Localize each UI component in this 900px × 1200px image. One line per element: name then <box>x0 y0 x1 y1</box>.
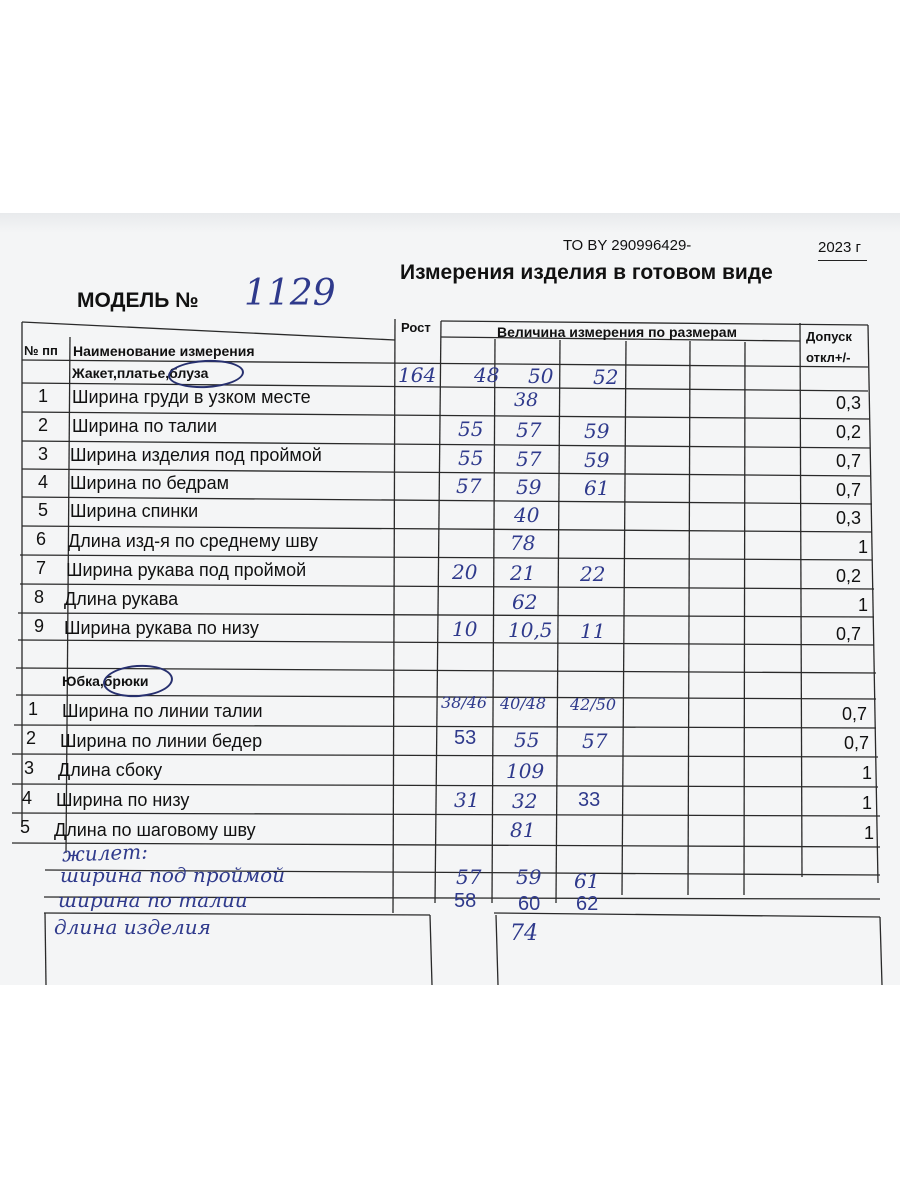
row-number: 4 <box>38 472 49 492</box>
value-size-50: 78 <box>510 531 536 555</box>
row-number: 5 <box>20 817 31 837</box>
value-size-52: 61 <box>574 869 600 893</box>
value-size-50: 57 <box>516 447 542 471</box>
row-name: Ширина по бедрам <box>70 473 229 493</box>
handwritten-vest-title: жилет: <box>61 839 149 867</box>
value-size-50: 10,5 <box>508 618 553 642</box>
value-size-50: 59 <box>516 865 542 889</box>
row-name: Ширина по талии <box>72 416 217 436</box>
value-size-50: 81 <box>510 818 536 842</box>
size-header: 52 <box>593 365 619 389</box>
row-name: Ширина рукава под проймой <box>66 560 307 580</box>
row-number: 5 <box>38 500 49 520</box>
row-name: Ширина груди в узком месте <box>72 387 311 407</box>
value-size-50: 40 <box>514 503 540 527</box>
section-title-jacket: Жакет,платье,блуза <box>72 365 209 381</box>
handwritten-row-name: ширина под проймой <box>60 863 286 887</box>
size-header: 48 <box>474 363 500 387</box>
value-size-48: 38/46 <box>441 693 488 712</box>
tolerance: 1 <box>858 595 869 615</box>
row-name: Длина сбоку <box>58 760 163 780</box>
value-size-52: 59 <box>584 419 610 443</box>
value-size-52: 57 <box>582 729 608 753</box>
tolerance: 1 <box>858 537 869 557</box>
value-size-52: 61 <box>584 476 610 500</box>
value-size-48: 31 <box>454 788 480 812</box>
col-header-height: Рост <box>401 320 431 335</box>
row-number: 2 <box>38 415 49 435</box>
row-number: 8 <box>34 587 45 607</box>
value-size-52: 33 <box>578 789 601 811</box>
row-name: Ширина по линии талии <box>62 701 263 721</box>
section-title-skirt: Юбка,брюки <box>62 673 149 689</box>
value-size-48: 58 <box>454 890 477 912</box>
handwritten-row-name: длина изделия <box>54 915 211 939</box>
col-header-tolerance: Допуск <box>806 329 852 344</box>
row-number: 6 <box>36 529 47 549</box>
tolerance: 0,2 <box>836 422 862 442</box>
row-number: 7 <box>36 558 47 578</box>
value-size-48: 53 <box>454 727 477 749</box>
row-number: 2 <box>26 728 37 748</box>
tolerance: 0,7 <box>842 704 868 724</box>
row-number: 3 <box>38 444 49 464</box>
row-number: 1 <box>28 699 39 719</box>
value-size-52: 59 <box>584 448 610 472</box>
row-name: Длина рукава <box>64 589 179 609</box>
handwritten-row-name: ширина по талии <box>58 888 248 912</box>
value-size-48: 20 <box>452 560 478 584</box>
year: 2023 г <box>818 239 867 261</box>
value-size-48: 57 <box>456 474 482 498</box>
col-header-name: Наименование измерения <box>73 343 255 359</box>
tolerance: 1 <box>862 793 873 813</box>
model-label: МОДЕЛЬ № <box>77 289 199 312</box>
certificate-number: ТО BY 290996429- <box>563 237 692 254</box>
row-number: 9 <box>34 616 45 636</box>
row-name: Ширина спинки <box>70 501 199 521</box>
tolerance: 0,3 <box>836 508 862 528</box>
value-size-50: 74 <box>510 921 538 946</box>
row-number: 1 <box>38 386 49 406</box>
measurement-sheet <box>0 213 900 985</box>
value-size-48: 55 <box>458 417 484 441</box>
row-name: Ширина по низу <box>56 790 190 810</box>
row-name: Длина по шаговому шву <box>54 820 256 840</box>
size-header: 50 <box>528 364 554 388</box>
value-size-50: 57 <box>516 418 542 442</box>
value-size-50: 109 <box>506 759 545 783</box>
row-number: 3 <box>24 758 35 778</box>
col-header-number: № пп <box>24 343 58 358</box>
value-size-48: 10 <box>452 617 478 641</box>
value-size-50: 62 <box>512 590 538 614</box>
col-header-tolerance-unit: откл+/- <box>806 350 851 365</box>
tolerance: 1 <box>862 763 873 783</box>
value-size-50: 59 <box>516 475 542 499</box>
value-size-50: 32 <box>512 789 538 813</box>
value-size-52: 62 <box>576 893 599 915</box>
tolerance: 0,7 <box>836 624 862 644</box>
tolerance: 0,3 <box>836 393 862 413</box>
row-name: Ширина рукава по низу <box>64 618 259 638</box>
value-size-48: 55 <box>458 446 484 470</box>
value-size-48: 57 <box>456 865 482 889</box>
value-size-50: 60 <box>518 893 541 915</box>
value-size-50: 40/48 <box>500 694 547 713</box>
row-name: Ширина изделия под проймой <box>70 445 322 465</box>
value-size-52: 11 <box>580 619 606 643</box>
value-size-50: 21 <box>510 561 536 585</box>
value-size-52: 22 <box>580 562 606 586</box>
tolerance: 0,7 <box>836 451 862 471</box>
value-size-50: 55 <box>514 728 540 752</box>
value-size-52: 42/50 <box>570 695 617 714</box>
row-name: Длина изд-я по среднему шву <box>68 531 318 551</box>
value-size-50: 38 <box>514 389 539 411</box>
tolerance: 0,2 <box>836 566 862 586</box>
row-name: Ширина по линии бедер <box>60 731 263 751</box>
height-value: 164 <box>398 363 437 387</box>
page-title: Измерения изделия в готовом виде <box>400 261 773 284</box>
row-number: 4 <box>22 788 33 808</box>
tolerance: 0,7 <box>844 733 870 753</box>
model-number: 1129 <box>244 273 336 314</box>
tolerance: 1 <box>864 823 875 843</box>
col-header-sizes: Величина измерения по размерам <box>497 324 737 340</box>
tolerance: 0,7 <box>836 480 862 500</box>
